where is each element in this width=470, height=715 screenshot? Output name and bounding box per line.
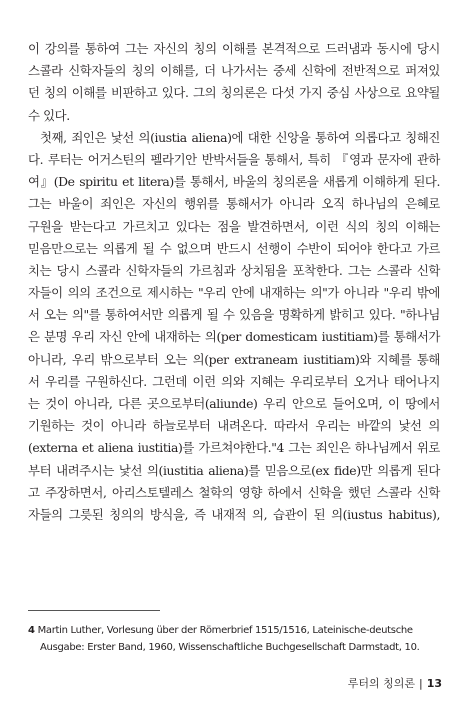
body-line: 이 강의를 통하여 그는 자신의 칭의 이해를 본격적으로 드러냄과 동시에 당시 — [28, 41, 440, 56]
body-line: 수 있다. — [28, 107, 70, 123]
body-line: (externa et aliena iustitia)를 가르쳐야한다."4 그는 죄인은 하나님께서 위로 — [28, 440, 440, 456]
body-text — [28, 38, 440, 526]
body-line: 은 분명 우리 자신 안에 내재하는 의(per domesticam iustitiam)를 통해서가 — [28, 329, 440, 345]
body-line: 스콜라 신학자들의 칭의 이해를, 더 나가서는 중세 신학에 전반적으로 퍼져있 — [28, 63, 440, 79]
body-line: 여』(De spiritu et litera)를 통해서, 바울의 칭의론을 새롭게 이해하게 된다. — [28, 174, 440, 190]
body-line: 다. 루터는 어거스틴의 펠라기안 반박서들을 통해서, 특히 『영과 문자에 관하 — [28, 151, 440, 167]
footnote — [28, 623, 440, 656]
body-line: 부터 내려주시는 낯선 의(iustitia aliena)를 믿음으로(ex fide)만 의롭게 된다 — [28, 462, 440, 478]
body-line: 아니라, 우리 밖으로부터 오는 의(per extraneam iustitiam)와 지혜를 통해 — [28, 351, 440, 367]
footnote-divider — [28, 610, 160, 611]
body-line: 서 우리를 구원하신다. 그런데 이런 의와 지혜는 우리로부터 오거나 태어나지 — [28, 373, 440, 389]
footer-separator: | — [418, 677, 423, 690]
page-number: 13 — [426, 677, 442, 690]
body-line: 고 주장하면서, 아리스토텔레스 철학의 영향 하에서 신학을 했던 스콜라 신학 — [28, 484, 440, 500]
footnote-text: Martin Luther, Vorlesung über der Römerbrief 1515/1516, Lateinische-deutsche — [37, 625, 413, 636]
footnote-line-1 — [28, 623, 440, 640]
footnote-line-2: Ausgabe: Erster Band, 1960, Wissenschaftliche Buchgesellschaft Darmstadt, 10. — [40, 641, 420, 653]
body-line: 믿음만으로는 의롭게 될 수 없으며 반드시 선행이 수반이 되어야 한다고 가르 — [28, 240, 440, 256]
body-line: 자들의 그릇된 칭의의 방식을, 즉 내재적 의, 습관이 된 의(iustus habitus), — [28, 506, 440, 522]
body-line: 기원하는 것이 아니라 하늘로부터 내려온다. 따라서 우리는 바깥의 낯선 의 — [28, 418, 440, 434]
footer-section-title: 루터의 칭의론 — [347, 677, 415, 690]
body-line: 첫째, 죄인은 낯선 의(iustia aliena)에 대한 신앙을 통하여 의롭다고 칭해진 — [40, 129, 440, 145]
body-line: 는 것이 아니라, 다른 곳으로부터(aliunde) 우리 안으로 들어오며, 이 땅에서 — [28, 396, 440, 411]
footnote-number: 4 — [28, 625, 35, 636]
body-line: 던 칭의 이해를 비판하고 있다. 그의 칭의론은 다섯 가지 중심 사상으로 요약될 — [28, 85, 440, 101]
body-line: 서 오는 의"를 통하여서만 의롭게 될 수 있음을 명확하게 밝히고 있다. "하나님 — [28, 307, 440, 323]
body-line: 자들이 의의 조건으로 제시하는 "우리 안에 내재하는 의"가 아니라 "우리 밖에 — [28, 285, 440, 301]
body-line: 그는 바울이 죄인은 자신의 행위를 통해서가 아니라 오직 하나님의 은혜로 — [28, 196, 440, 212]
running-footer — [348, 675, 442, 691]
body-line: 구원을 받는다고 가르치고 있다는 점을 발견하면서, 이런 식의 칭의 이해는 — [28, 218, 440, 234]
body-line: 치는 당시 스콜라 신학자들의 가르침과 상치됨을 포착한다. 그는 스콜라 신학 — [28, 262, 440, 278]
